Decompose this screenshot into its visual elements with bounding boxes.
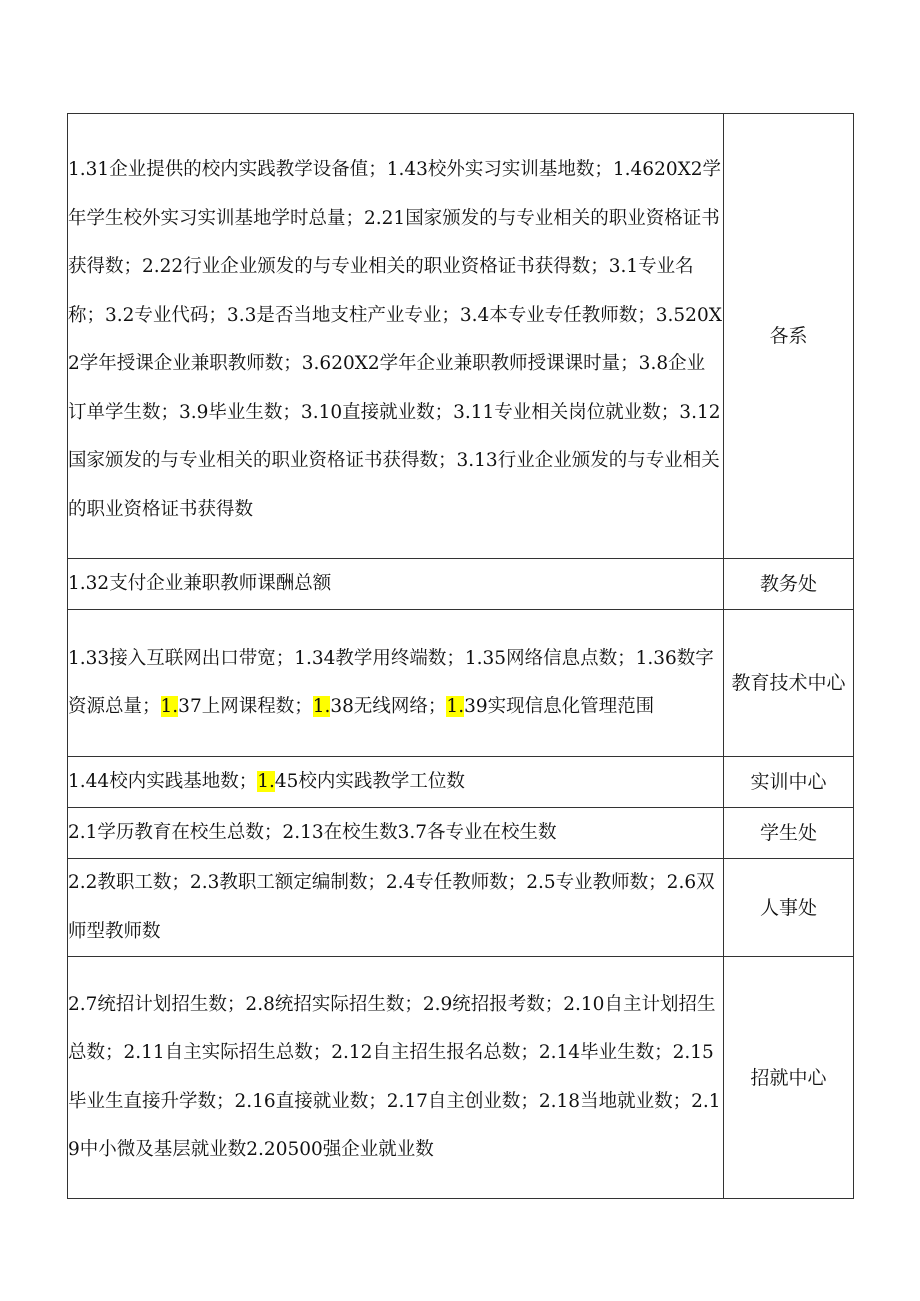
indicator-list: 1.31企业提供的校内实践教学设备值；1.43校外实习实训基地数；1.4620X2学年学生校外实习实训基地学时总量；2.21国家颁发的与专业相关的职业资格证书获得数；2.22行业企业颁发的与专业相关的职业资格证书获得数；3.1专业名称；3.2专业代码；3.3是否当地支柱产业专业；3.4本专业专任教师数；3.520X2学年授课企业兼职教师数；3.620X2学年企业兼职教师授课课时量；3.8企业订单学生数；3.9毕业生数；3.10直接就业数；3.11专业相关岗位就业数；3.12国家颁发的与专业相关的职业资格证书获得数；3.13行业企业颁发的与专业相关的职业资格证书获得数	[68, 114, 724, 559]
highlighted-text: 1.	[160, 696, 179, 717]
indicator-list: 1.32支付企业兼职教师课酬总额	[68, 559, 724, 610]
highlighted-text: 1.	[446, 696, 465, 717]
indicator-list: 2.1学历教育在校生总数；2.13在校生数3.7各专业在校生数	[68, 808, 724, 859]
highlighted-text: 1.	[312, 696, 331, 717]
department-label: 实训中心	[724, 757, 854, 808]
table-row	[68, 859, 854, 957]
table-row	[68, 757, 854, 808]
department-label: 招就中心	[724, 957, 854, 1199]
indicator-list	[68, 610, 724, 757]
table-row	[68, 610, 854, 757]
indicator-text: 1.44校内实践基地数；	[68, 770, 258, 792]
indicator-text: 45校内实践教学工位数	[274, 770, 465, 792]
table-row	[68, 808, 854, 859]
highlighted-text: 1.	[257, 770, 275, 792]
table-row	[68, 559, 854, 610]
indicator-list: 2.2教职工数；2.3教职工额定编制数；2.4专任教师数；2.5专业教师数；2.6双师型教师数	[68, 859, 724, 957]
indicator-list: 2.7统招计划招生数；2.8统招实际招生数；2.9统招报考数；2.10自主计划招生总数；2.11自主实际招生总数；2.12自主招生报名总数；2.14毕业生数；2.15毕业生直接升学数；2.16直接就业数；2.17自主创业数；2.18当地就业数；2.19中小微及基层就业数2.20500强企业就业数	[68, 957, 724, 1199]
indicator-text: 1.33接入互联网出口带宽；1.34教学用终端数；1.35网络信息点数；1.36数字资源总量；	[68, 647, 714, 717]
responsibility-table	[67, 113, 854, 1199]
indicator-text: 38无线网络；	[330, 696, 447, 717]
table-row	[68, 114, 854, 559]
department-label: 教务处	[724, 559, 854, 610]
department-label: 人事处	[724, 859, 854, 957]
department-label: 各系	[724, 114, 854, 559]
indicator-text: 37上网课程数；	[178, 696, 313, 717]
indicator-text: 39实现信息化管理范围	[464, 696, 655, 717]
department-label: 学生处	[724, 808, 854, 859]
table-row	[68, 957, 854, 1199]
department-label: 教育技术中心	[724, 610, 854, 757]
indicator-list	[68, 757, 724, 808]
